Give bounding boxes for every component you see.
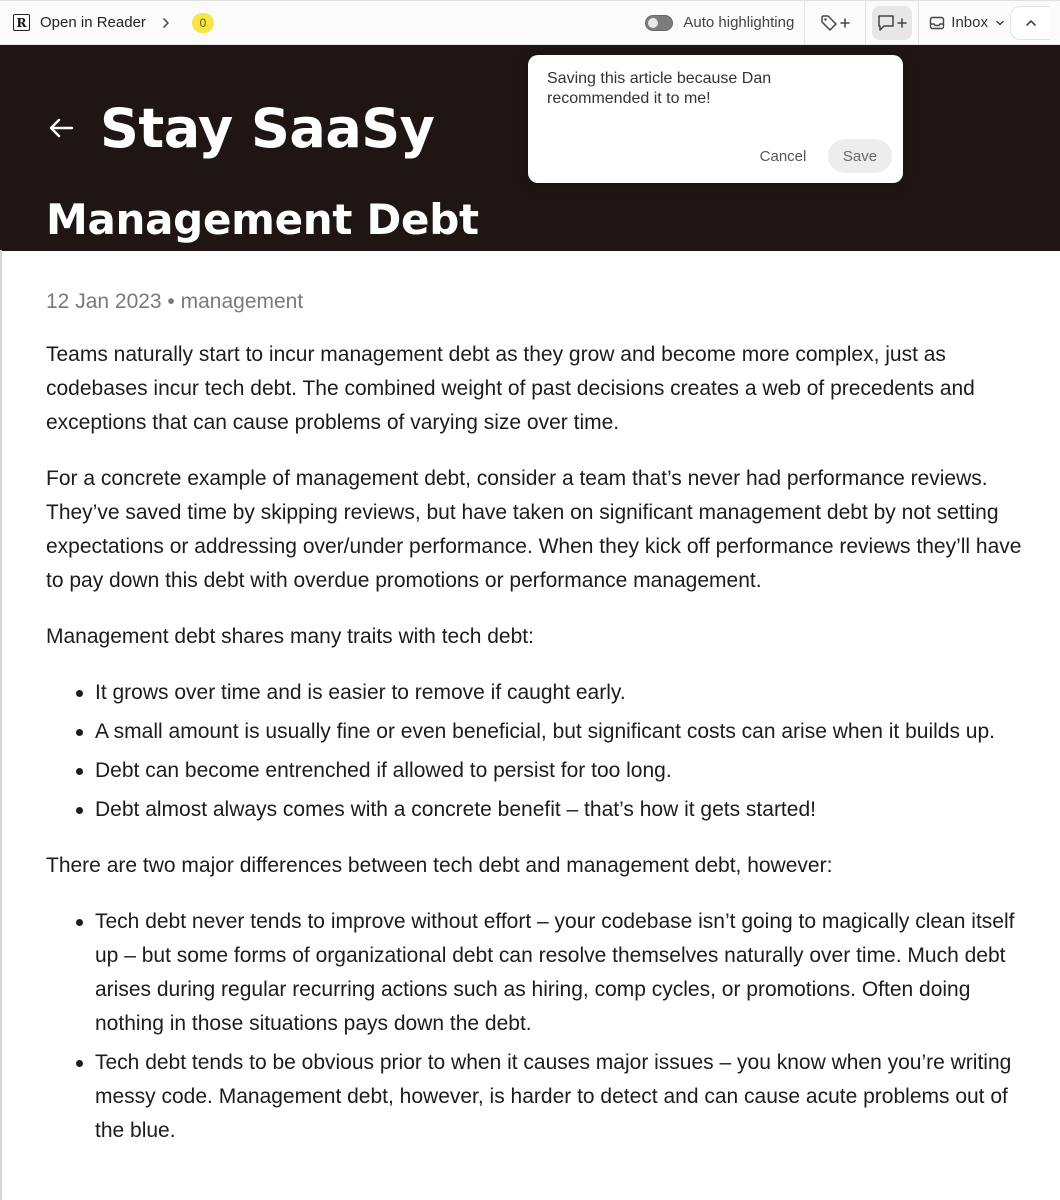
inbox-section [918,1,1060,44]
add-note-button[interactable] [872,6,912,40]
site-title[interactable]: Stay SaaSy [100,97,435,160]
auto-highlighting-toggle[interactable] [645,15,673,31]
reader-logo-icon[interactable]: R [13,14,30,31]
note-popup [528,55,903,183]
traits-list [46,676,1026,827]
list-item: It grows over time and is easier to remove if caught early. [46,676,1026,710]
list-item: Debt can become entrenched if allowed to persist for too long. [46,754,1026,788]
article-meta: 12 Jan 2023 • management [46,290,304,313]
article-body [46,282,1026,1170]
comment-plus-icon [876,13,908,33]
tag-section [804,1,865,44]
list-item: Tech debt never tends to improve without effort – your codebase isn’t going to magically clean itself up – but some forms of organizational debt can resolve themselves naturally over time. Much debt arises during regular recurring actions such as hiring, comp cycles, or promotions. Often doing nothing in those situations pays down the debt. [46,905,1026,1041]
paragraph: Teams naturally start to incur management debt as they grow and become more complex, just as codebases incur tech debt. The combined weight of past decisions creates a web of precedents and exceptions that can cause problems of varying size over time. [46,343,975,434]
reader-toolbar [0,0,1060,45]
open-in-reader-link[interactable]: Open in Reader [40,14,146,31]
highlight-count-badge: 0 [192,13,214,33]
cancel-button[interactable]: Cancel [759,147,807,165]
tag-plus-icon [819,13,851,33]
paragraph: Management debt shares many traits with tech debt: [46,625,534,648]
save-button[interactable]: Save [828,139,892,173]
add-tag-button[interactable] [815,6,855,40]
page-title: Management Debt [46,195,479,244]
list-item: Tech debt tends to be obvious prior to when it causes major issues – you know when you’re writing messy code. Management debt, however, is harder to detect and can cause acute problems out of the blue. [46,1046,1026,1148]
list-item: A small amount is usually fine or even beneficial, but significant costs can arise when it builds up. [46,715,1026,749]
back-arrow-icon[interactable] [48,117,74,139]
note-section [865,1,918,44]
chevron-right-icon[interactable] [160,17,172,29]
list-item: Debt almost always comes with a concrete benefit – that’s how it gets started! [46,793,1026,827]
inbox-icon [929,15,945,31]
paragraph: There are two major differences between tech debt and management debt, however: [46,854,833,877]
collapse-toolbar-button[interactable] [1010,6,1050,40]
auto-highlighting-control[interactable] [635,1,804,44]
paragraph: For a concrete example of management debt, consider a team that’s never had performance reviews. They’ve saved time by skipping reviews, but have taken on significant management debt by not setting expectations or addressing over/under performance. When they kick off performance reviews they’ll have to pay down this debt with overdue promotions or performance management. [46,467,1022,592]
chevron-up-icon [1024,16,1038,30]
toolbar-left [0,1,214,44]
note-input[interactable]: Saving this article because Dan recommended it to me! [547,70,772,107]
auto-highlighting-label: Auto highlighting [683,14,795,31]
chevron-down-icon [994,17,1006,29]
toolbar-right [635,1,1060,44]
inbox-label: Inbox [951,14,988,31]
inbox-dropdown[interactable] [929,14,1006,31]
differences-list [46,905,1026,1148]
page-edge-divider [0,250,2,1200]
